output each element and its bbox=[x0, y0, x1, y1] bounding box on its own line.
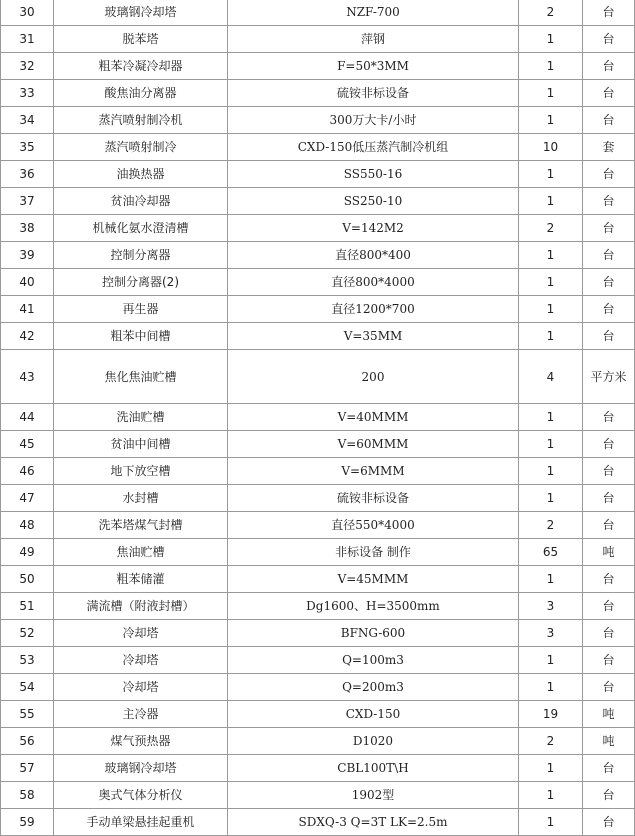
equipment-name-cell: 控制分离器(2) bbox=[54, 269, 228, 296]
table-row bbox=[1, 485, 635, 512]
row-number-cell: 46 bbox=[1, 458, 54, 485]
unit-cell: 吨 bbox=[583, 728, 635, 755]
row-number-cell: 47 bbox=[1, 485, 54, 512]
unit-cell: 吨 bbox=[583, 539, 635, 566]
table-row bbox=[1, 26, 635, 53]
unit-cell: 台 bbox=[583, 593, 635, 620]
row-number-cell: 51 bbox=[1, 593, 54, 620]
quantity-cell: 1 bbox=[519, 242, 583, 269]
table-row bbox=[1, 566, 635, 593]
equipment-name-cell: 主冷器 bbox=[54, 701, 228, 728]
equipment-name-cell: 粗苯中间槽 bbox=[54, 323, 228, 350]
table-row bbox=[1, 134, 635, 161]
row-number-cell: 40 bbox=[1, 269, 54, 296]
unit-cell: 台 bbox=[583, 0, 635, 26]
table-row bbox=[1, 188, 635, 215]
unit-cell: 台 bbox=[583, 188, 635, 215]
equipment-name-cell: 地下放空槽 bbox=[54, 458, 228, 485]
table-row bbox=[1, 620, 635, 647]
spec-cell: 300万大卡/小时 bbox=[228, 107, 519, 134]
table-row bbox=[1, 0, 635, 26]
quantity-cell: 3 bbox=[519, 620, 583, 647]
row-number-cell: 48 bbox=[1, 512, 54, 539]
equipment-name-cell: 贫油中间槽 bbox=[54, 431, 228, 458]
unit-cell: 台 bbox=[583, 107, 635, 134]
spec-cell: Q=200m3 bbox=[228, 674, 519, 701]
quantity-cell: 1 bbox=[519, 566, 583, 593]
quantity-cell: 1 bbox=[519, 647, 583, 674]
quantity-cell: 3 bbox=[519, 593, 583, 620]
equipment-name-cell: 焦油贮槽 bbox=[54, 539, 228, 566]
table-row bbox=[1, 53, 635, 80]
spec-cell: SS550-16 bbox=[228, 161, 519, 188]
equipment-name-cell: 玻璃钢冷却塔 bbox=[54, 0, 228, 26]
row-number-cell: 57 bbox=[1, 755, 54, 782]
unit-cell: 台 bbox=[583, 512, 635, 539]
quantity-cell: 1 bbox=[519, 53, 583, 80]
equipment-name-cell: 酸焦油分离器 bbox=[54, 80, 228, 107]
quantity-cell: 1 bbox=[519, 269, 583, 296]
unit-cell: 台 bbox=[583, 269, 635, 296]
table-row bbox=[1, 80, 635, 107]
unit-cell: 台 bbox=[583, 26, 635, 53]
quantity-cell: 4 bbox=[519, 350, 583, 404]
row-number-cell: 30 bbox=[1, 0, 54, 26]
spec-cell: CXD-150低压蒸汽制冷机组 bbox=[228, 134, 519, 161]
unit-cell: 台 bbox=[583, 404, 635, 431]
unit-cell: 台 bbox=[583, 323, 635, 350]
spec-cell: V=142M2 bbox=[228, 215, 519, 242]
unit-cell: 台 bbox=[583, 80, 635, 107]
row-number-cell: 54 bbox=[1, 674, 54, 701]
spec-cell: V=60MMM bbox=[228, 431, 519, 458]
spec-cell: D1020 bbox=[228, 728, 519, 755]
unit-cell: 台 bbox=[583, 566, 635, 593]
quantity-cell: 2 bbox=[519, 0, 583, 26]
row-number-cell: 38 bbox=[1, 215, 54, 242]
row-number-cell: 55 bbox=[1, 701, 54, 728]
spec-cell: V=35MM bbox=[228, 323, 519, 350]
quantity-cell: 65 bbox=[519, 539, 583, 566]
equipment-name-cell: 机械化氨水澄清槽 bbox=[54, 215, 228, 242]
spec-cell: Q=100m3 bbox=[228, 647, 519, 674]
table-row bbox=[1, 215, 635, 242]
equipment-name-cell: 水封槽 bbox=[54, 485, 228, 512]
row-number-cell: 53 bbox=[1, 647, 54, 674]
spec-cell: CBL100T\H bbox=[228, 755, 519, 782]
equipment-name-cell: 冷却塔 bbox=[54, 620, 228, 647]
spec-cell: SS250-10 bbox=[228, 188, 519, 215]
spec-cell: V=45MMM bbox=[228, 566, 519, 593]
spec-cell: 直径800*400 bbox=[228, 242, 519, 269]
table-row bbox=[1, 593, 635, 620]
quantity-cell: 1 bbox=[519, 809, 583, 836]
equipment-name-cell: 煤气预热器 bbox=[54, 728, 228, 755]
equipment-table-body bbox=[1, 0, 635, 836]
spec-cell: V=6MMM bbox=[228, 458, 519, 485]
table-row bbox=[1, 728, 635, 755]
row-number-cell: 41 bbox=[1, 296, 54, 323]
table-row bbox=[1, 539, 635, 566]
row-number-cell: 56 bbox=[1, 728, 54, 755]
unit-cell: 台 bbox=[583, 458, 635, 485]
spec-cell: 硫铵非标设备 bbox=[228, 80, 519, 107]
spec-cell: 1902型 bbox=[228, 782, 519, 809]
quantity-cell: 1 bbox=[519, 458, 583, 485]
spec-cell: 直径800*4000 bbox=[228, 269, 519, 296]
row-number-cell: 50 bbox=[1, 566, 54, 593]
row-number-cell: 31 bbox=[1, 26, 54, 53]
spec-cell: 直径550*4000 bbox=[228, 512, 519, 539]
unit-cell: 台 bbox=[583, 782, 635, 809]
table-row bbox=[1, 647, 635, 674]
quantity-cell: 1 bbox=[519, 755, 583, 782]
equipment-name-cell: 满流槽（附液封槽） bbox=[54, 593, 228, 620]
spec-cell: BFNG-600 bbox=[228, 620, 519, 647]
row-number-cell: 32 bbox=[1, 53, 54, 80]
unit-cell: 台 bbox=[583, 674, 635, 701]
spec-cell: 直径1200*700 bbox=[228, 296, 519, 323]
row-number-cell: 33 bbox=[1, 80, 54, 107]
quantity-cell: 1 bbox=[519, 431, 583, 458]
unit-cell: 台 bbox=[583, 215, 635, 242]
quantity-cell: 2 bbox=[519, 728, 583, 755]
row-number-cell: 58 bbox=[1, 782, 54, 809]
equipment-name-cell: 粗苯储灌 bbox=[54, 566, 228, 593]
unit-cell: 台 bbox=[583, 431, 635, 458]
row-number-cell: 59 bbox=[1, 809, 54, 836]
unit-cell: 台 bbox=[583, 296, 635, 323]
table-row bbox=[1, 323, 635, 350]
row-number-cell: 49 bbox=[1, 539, 54, 566]
row-number-cell: 35 bbox=[1, 134, 54, 161]
unit-cell: 台 bbox=[583, 485, 635, 512]
row-number-cell: 36 bbox=[1, 161, 54, 188]
table-row bbox=[1, 782, 635, 809]
equipment-name-cell: 手动单梁悬挂起重机 bbox=[54, 809, 228, 836]
spec-cell: 硫铵非标设备 bbox=[228, 485, 519, 512]
table-row bbox=[1, 701, 635, 728]
table-row bbox=[1, 350, 635, 404]
equipment-name-cell: 控制分离器 bbox=[54, 242, 228, 269]
row-number-cell: 34 bbox=[1, 107, 54, 134]
equipment-name-cell: 洗油贮槽 bbox=[54, 404, 228, 431]
row-number-cell: 45 bbox=[1, 431, 54, 458]
quantity-cell: 1 bbox=[519, 485, 583, 512]
quantity-cell: 19 bbox=[519, 701, 583, 728]
table-row bbox=[1, 296, 635, 323]
spec-cell: V=40MMM bbox=[228, 404, 519, 431]
unit-cell: 套 bbox=[583, 134, 635, 161]
table-row bbox=[1, 458, 635, 485]
spec-cell: SDXQ-3 Q=3T LK=2.5m bbox=[228, 809, 519, 836]
table-row bbox=[1, 269, 635, 296]
quantity-cell: 2 bbox=[519, 512, 583, 539]
unit-cell: 台 bbox=[583, 809, 635, 836]
row-number-cell: 39 bbox=[1, 242, 54, 269]
spec-cell: 非标设备 制作 bbox=[228, 539, 519, 566]
equipment-name-cell: 蒸汽喷射制冷 bbox=[54, 134, 228, 161]
quantity-cell: 2 bbox=[519, 215, 583, 242]
unit-cell: 台 bbox=[583, 647, 635, 674]
table-row bbox=[1, 755, 635, 782]
spec-cell: CXD-150 bbox=[228, 701, 519, 728]
equipment-name-cell: 粗苯冷凝冷却器 bbox=[54, 53, 228, 80]
equipment-name-cell: 冷却塔 bbox=[54, 674, 228, 701]
quantity-cell: 1 bbox=[519, 674, 583, 701]
unit-cell: 台 bbox=[583, 161, 635, 188]
spec-cell: Dg1600、H=3500mm bbox=[228, 593, 519, 620]
unit-cell: 平方米 bbox=[583, 350, 635, 404]
quantity-cell: 1 bbox=[519, 323, 583, 350]
equipment-name-cell: 蒸汽喷射制冷机 bbox=[54, 107, 228, 134]
equipment-name-cell: 奥式气体分析仪 bbox=[54, 782, 228, 809]
quantity-cell: 1 bbox=[519, 161, 583, 188]
table-row bbox=[1, 161, 635, 188]
unit-cell: 台 bbox=[583, 53, 635, 80]
row-number-cell: 42 bbox=[1, 323, 54, 350]
equipment-name-cell: 贫油冷却器 bbox=[54, 188, 228, 215]
quantity-cell: 1 bbox=[519, 782, 583, 809]
unit-cell: 台 bbox=[583, 242, 635, 269]
equipment-name-cell: 洗苯塔煤气封槽 bbox=[54, 512, 228, 539]
quantity-cell: 1 bbox=[519, 80, 583, 107]
table-row bbox=[1, 674, 635, 701]
row-number-cell: 44 bbox=[1, 404, 54, 431]
quantity-cell: 1 bbox=[519, 296, 583, 323]
unit-cell: 台 bbox=[583, 620, 635, 647]
quantity-cell: 1 bbox=[519, 404, 583, 431]
spec-cell: 200 bbox=[228, 350, 519, 404]
row-number-cell: 52 bbox=[1, 620, 54, 647]
equipment-name-cell: 玻璃钢冷却塔 bbox=[54, 755, 228, 782]
table-row bbox=[1, 404, 635, 431]
row-number-cell: 43 bbox=[1, 350, 54, 404]
table-row bbox=[1, 431, 635, 458]
spec-cell: NZF-700 bbox=[228, 0, 519, 26]
table-row bbox=[1, 107, 635, 134]
table-row bbox=[1, 512, 635, 539]
table-row bbox=[1, 809, 635, 836]
quantity-cell: 10 bbox=[519, 134, 583, 161]
unit-cell: 吨 bbox=[583, 701, 635, 728]
table-row bbox=[1, 242, 635, 269]
equipment-name-cell: 再生器 bbox=[54, 296, 228, 323]
quantity-cell: 1 bbox=[519, 107, 583, 134]
equipment-name-cell: 焦化焦油贮槽 bbox=[54, 350, 228, 404]
equipment-name-cell: 冷却塔 bbox=[54, 647, 228, 674]
spec-cell: F=50*3MM bbox=[228, 53, 519, 80]
quantity-cell: 1 bbox=[519, 26, 583, 53]
spec-cell: 萍钢 bbox=[228, 26, 519, 53]
quantity-cell: 1 bbox=[519, 188, 583, 215]
unit-cell: 台 bbox=[583, 755, 635, 782]
equipment-name-cell: 油换热器 bbox=[54, 161, 228, 188]
equipment-name-cell: 脱苯塔 bbox=[54, 26, 228, 53]
row-number-cell: 37 bbox=[1, 188, 54, 215]
